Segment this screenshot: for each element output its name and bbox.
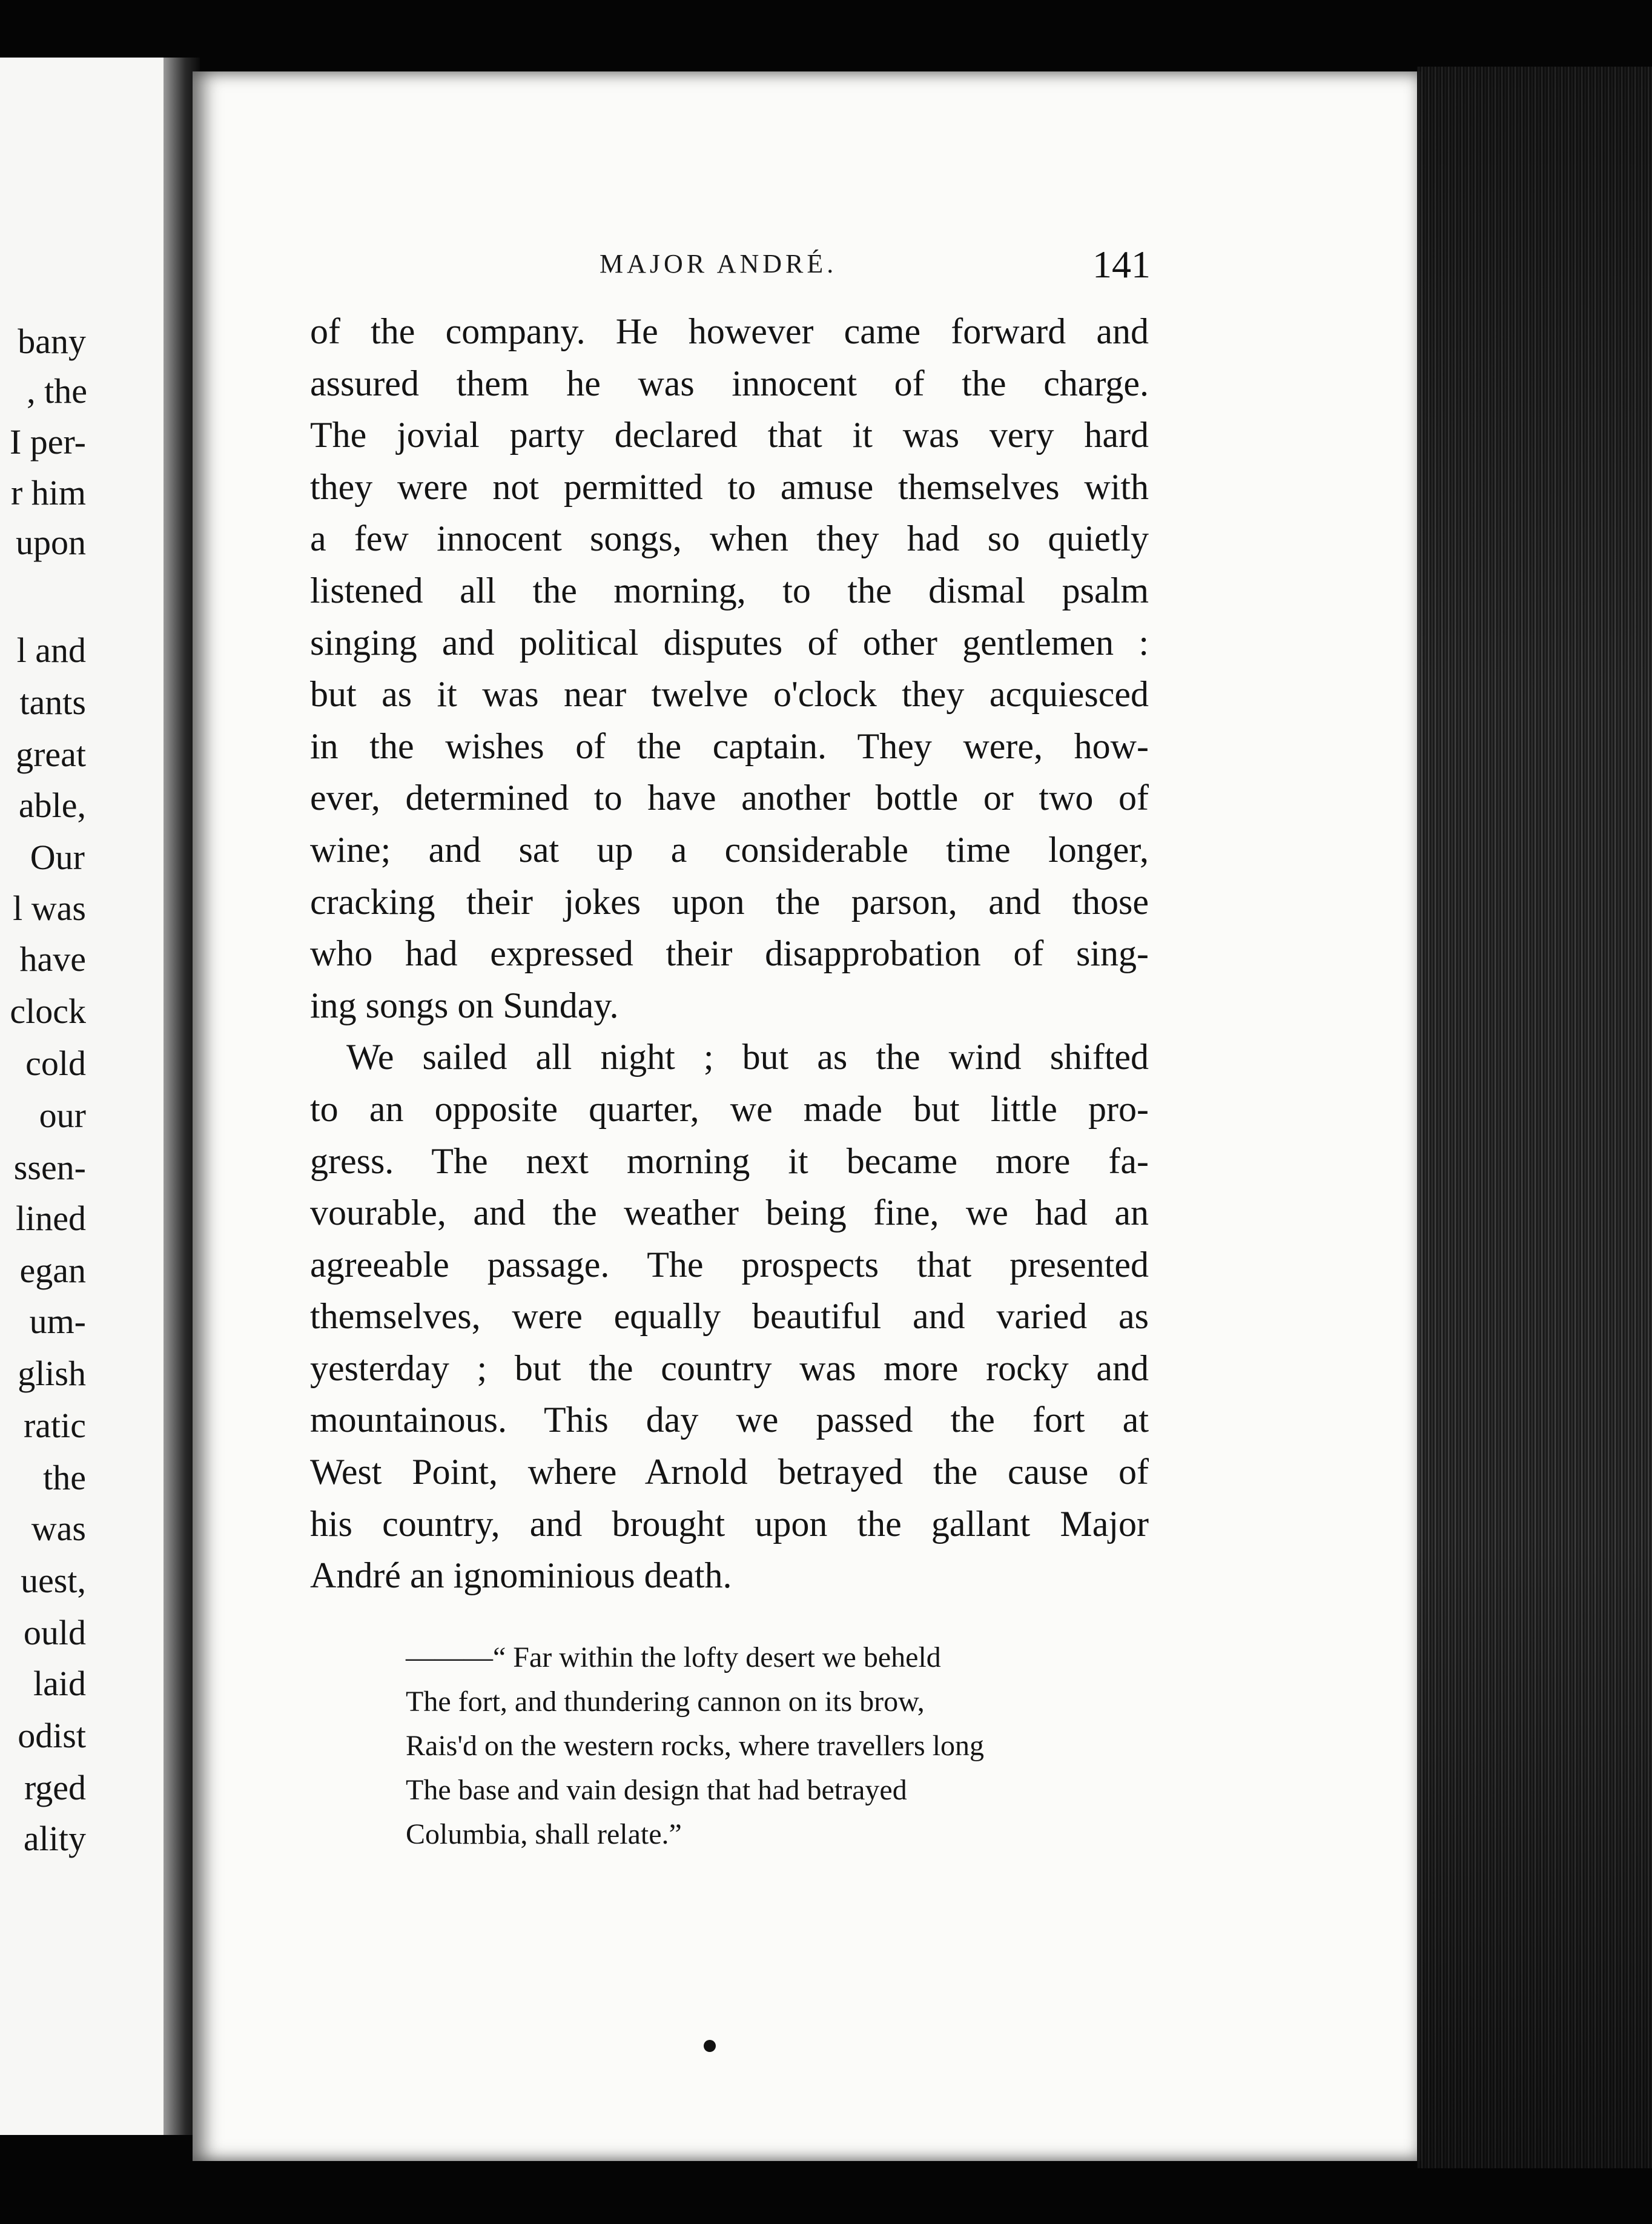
left-page-line: our (39, 1096, 86, 1135)
text-line: in the wishes of the captain. They were, how- (310, 726, 1149, 766)
left-page-line: odist (18, 1716, 86, 1755)
left-page-line: ssen- (13, 1148, 86, 1187)
left-page-line: tants (19, 683, 86, 722)
running-head (309, 242, 1151, 291)
text-line: The jovial party declared that it was very hard (310, 415, 1149, 455)
left-page-line: was (31, 1509, 86, 1548)
text-line: ever, determined to have another bottle or two of (310, 778, 1149, 818)
text-line: they were not permitted to amuse themselves with (310, 466, 1149, 507)
text-line: singing and political disputes of other gentlemen : (310, 622, 1149, 663)
text-line: his country, and brought upon the gallant Major (310, 1503, 1149, 1544)
left-page-line: clock (10, 991, 86, 1031)
left-page-line: l was (13, 889, 86, 928)
left-page-line: have (19, 939, 86, 979)
text-line: agreeable passage. The prospects that presented (310, 1244, 1149, 1285)
left-page-line: great (16, 735, 86, 774)
verse-line: The base and vain design that had betrayed (406, 1774, 907, 1806)
text-line: assured them he was innocent of the charge. (310, 363, 1149, 403)
left-page-line: upon (16, 523, 86, 562)
left-page-line: l and (16, 630, 86, 670)
left-page-text (0, 58, 176, 2135)
text-line: who had expressed their disapprobation of sing- (310, 933, 1149, 974)
text-line: a few innocent songs, when they had so quietly (310, 518, 1149, 559)
left-page-line: ratic (23, 1406, 86, 1445)
left-page-line: ality (23, 1819, 86, 1858)
text-line: wine; and sat up a considerable time longer, (310, 829, 1149, 870)
text-line: West Point, where Arnold betrayed the cause of (310, 1452, 1149, 1492)
body-text (310, 306, 1149, 1602)
text-line: of the company. He however came forward and (310, 311, 1149, 351)
text-line: to an opposite quarter, we made but little pro- (310, 1088, 1149, 1129)
text-line: We sailed all night ; but as the wind shifted (346, 1037, 1149, 1077)
left-page-line: ould (23, 1613, 86, 1652)
left-page-line: um- (29, 1302, 86, 1341)
left-page-line: uest, (21, 1561, 86, 1600)
text-line: mountainous. This day we passed the fort at (310, 1400, 1149, 1440)
left-page-line: glish (18, 1354, 86, 1393)
left-page-line: bany (18, 322, 86, 361)
text-line: yesterday ; but the country was more rocky and (310, 1348, 1149, 1388)
text-line: vourable, and the weather being fine, we had an (310, 1193, 1149, 1233)
left-page-line: cold (25, 1044, 86, 1083)
left-page-line: able, (18, 786, 86, 825)
text-line: André an ignominious death. (310, 1555, 732, 1596)
text-line: themselves, were equally beautiful and varied as (310, 1296, 1149, 1337)
printer-mark-dot (704, 2040, 716, 2052)
left-page-line: the (43, 1458, 86, 1497)
left-page-line: r him (10, 473, 86, 512)
verse-line: ———“ Far within the lofty desert we beheld (406, 1641, 941, 1673)
left-page-line: , the (27, 371, 87, 411)
left-page-line: Our (30, 838, 85, 877)
text-line: ing songs on Sunday. (310, 985, 619, 1025)
left-page-line: rged (24, 1768, 86, 1807)
verse-quotation (406, 1635, 1102, 1856)
left-facing-page (0, 58, 176, 2135)
text-line: cracking their jokes upon the parson, and those (310, 881, 1149, 922)
text-line: but as it was near twelve o'clock they acquiesced (310, 674, 1149, 715)
page-number: 141 (1092, 243, 1151, 286)
left-page-line: laid (33, 1664, 86, 1703)
text-line: listened all the morning, to the dismal psalm (310, 570, 1149, 611)
verse-line: Columbia, shall relate.” (406, 1818, 682, 1850)
running-title: MAJOR ANDRÉ. (600, 249, 838, 279)
verse-line: The fort, and thundering cannon on its brow, (406, 1686, 925, 1718)
left-page-line: egan (19, 1251, 86, 1290)
left-page-line: lined (16, 1199, 86, 1238)
left-page-line: I per- (9, 422, 86, 462)
text-line: gress. The next morning it became more fa- (310, 1140, 1149, 1181)
page-edges-shade (1417, 67, 1652, 2168)
verse-line: Rais'd on the western rocks, where travellers long (406, 1730, 985, 1762)
